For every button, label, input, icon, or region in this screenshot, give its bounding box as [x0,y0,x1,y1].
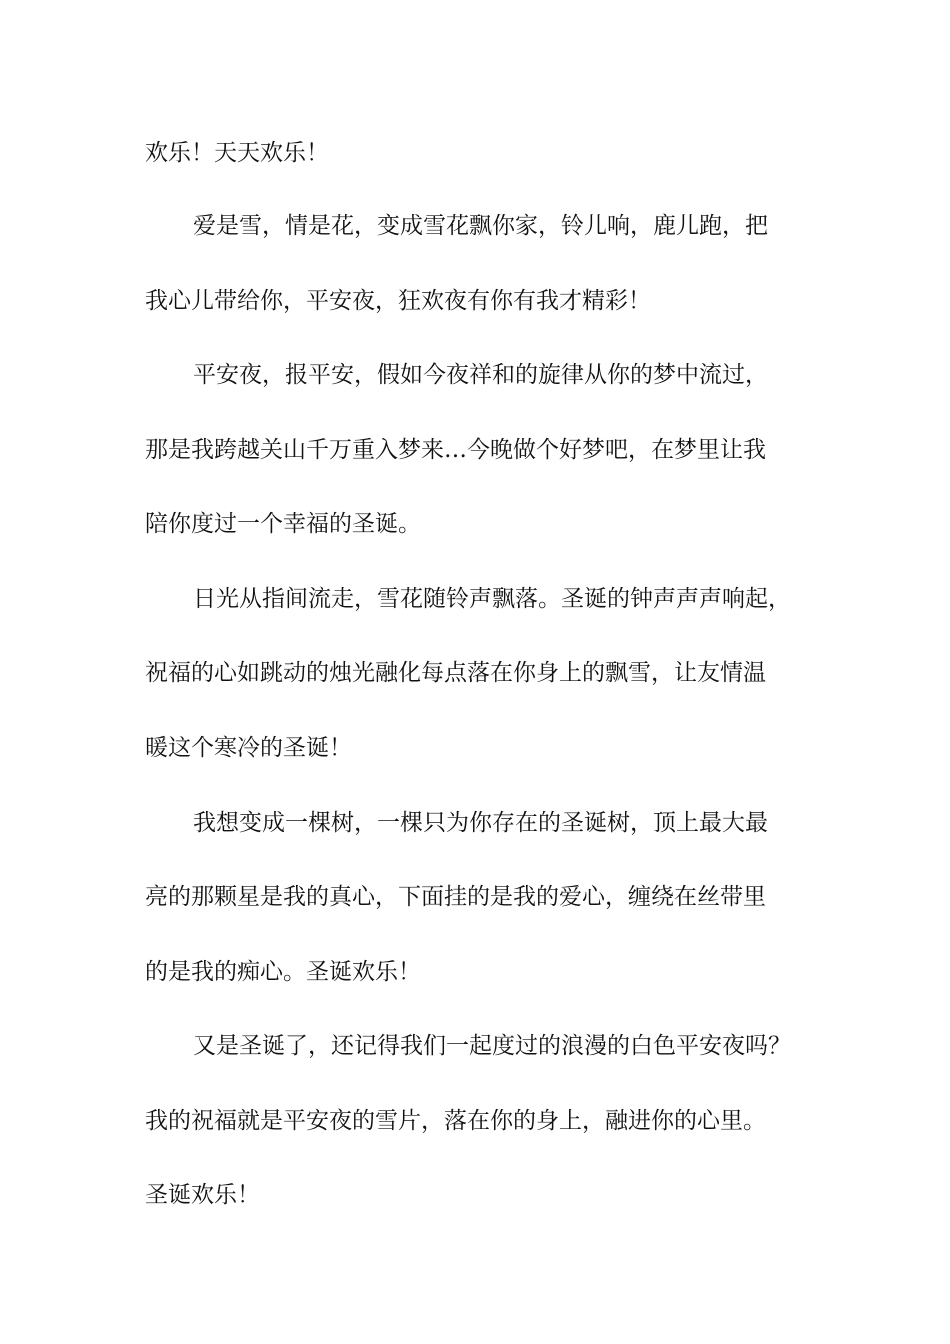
text-line: 亮的那颗星是我的真心，下面挂的是我的爱心，缠绕在丝带里 [145,884,766,910]
paragraph-first-line: 爱是雪，情是花，变成雪花飘你家，铃儿响，鹿儿跑，把 [193,213,768,239]
text-line: 陪你度过一个幸福的圣诞。 [145,511,421,537]
paragraph-first-line: 平安夜，报平安，假如今夜祥和的旋律从你的梦中流过， [193,362,768,388]
text-line: 我的祝福就是平安夜的雪片，落在你的身上，融进你的心里。 [145,1108,766,1134]
text-line: 祝福的心如跳动的烛光融化每点落在你身上的飘雪，让友情温 [145,660,766,686]
text-line: 的是我的痴心。圣诞欢乐！ [145,959,421,985]
text-line: 我心儿带给你，平安夜，狂欢夜有你有我才精彩！ [145,288,651,314]
text-line: 欢乐！天天欢乐！ [145,140,329,166]
text-line: 暖这个寒冷的圣诞！ [145,735,352,761]
text-line: 那是我跨越关山千万重入梦来…今晚做个好梦吧，在梦里让我 [145,437,766,463]
paragraph-first-line: 又是圣诞了，还记得我们一起度过的浪漫的白色平安夜吗？ [193,1033,791,1059]
text-line: 圣诞欢乐！ [145,1182,260,1208]
paragraph-first-line: 日光从指间流走，雪花随铃声飘落。圣诞的钟声声声响起， [193,586,791,612]
paragraph-first-line: 我想变成一棵树，一棵只为你存在的圣诞树，顶上最大最 [193,810,768,836]
